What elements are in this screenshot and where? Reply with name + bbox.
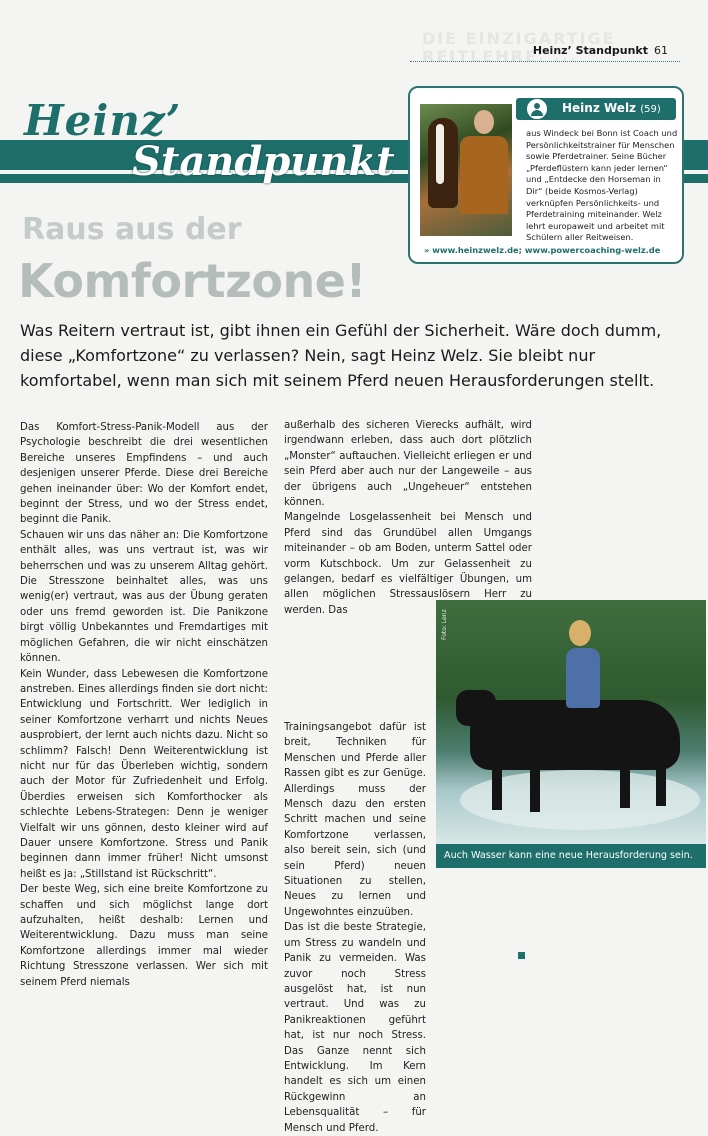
body-column-1 (20, 420, 268, 990)
headline-line1: Raus aus der (22, 212, 242, 247)
headline-line2: Komfortzone! (18, 254, 366, 308)
page-number: 61 (654, 44, 668, 57)
photo-horse-leg (492, 760, 502, 810)
photo-horse-leg (530, 762, 540, 812)
body-column-2-continued (284, 720, 426, 1136)
header-rule (410, 61, 680, 62)
ghost-text: DIE EINZIGARTIGE REITLEHRE. ... (422, 29, 616, 66)
column-logo-line1: Heinz’ (24, 96, 182, 145)
running-header (533, 44, 668, 57)
person-icon (526, 98, 548, 120)
photo-horse-leg (620, 758, 630, 808)
end-of-article-mark (518, 952, 525, 959)
author-bio: aus Windeck bei Bonn ist Coach und Persönlichkeitstrainer für Menschen sowie Pferdetrainer. Seine Bücher „Pferdeflüstern kann jeder lernen“ und „Entdecke den Horseman in Dir“ (beide Kosmos-Verlag) verknüpfen Persönlichkeits- und Pferdetraining miteinander. Welz lehrt europaweit und arbeitet mit Schülern aller Reitweisen. (526, 128, 678, 243)
author-photo-person (460, 136, 508, 214)
author-photo-horse-blaze (436, 124, 444, 184)
paragraph: Das ist die beste Strategie, um Stress zu wandeln und Panik zu vermeiden. Was zuvor noch Stress ausgelöst hat, ist nun vertraut. Und was zu Panikreaktionen geführt hat, ist nur noch Stress. Das Ganze nennt sich Entwicklung. Im Kern handelt es sich um einen Rückgewinn an Lebensqualität – für Mensch und Pferd. (284, 922, 426, 1134)
paragraph: Schauen wir uns das näher an: Die Komfortzone enthält alles, was uns vertraut ist, was wir beherrschen und was zu unserem Alltag gehört. Die Stresszone beinhaltet alles, was uns wenig(er) vertraut, was aus der Übung geraten oder uns fremd geworden ist. Die Panikzone birgt völlig Unbekanntes und Fremdartiges mit möglichen Gefahren, die wir nicht einschätzen können. (20, 529, 268, 665)
author-photo-head (474, 110, 494, 134)
lead-paragraph: Was Reitern vertraut ist, gibt ihnen ein Gefühl der Sicherheit. Wäre doch dumm, diese „Komfortzone“ zu verlassen? Nein, sagt Heinz Welz. Sie bleibt nur komfortabel, wenn man sich mit seinem Pferd neuen Herausforderungen stellt. (20, 321, 662, 390)
paragraph: Trainingsangebot dafür ist breit, Techniken für Menschen und Pferde aller Rassen gibt es zur Genüge. Allerdings muss der Mensch dazu den ersten Schritt machen und seine Komfortzone verlassen, also bereit sein, sich (und sein Pferd) neuen Situationen zu stellen, Neues zu lernen und Ungewohntes einzuüben. (284, 722, 426, 918)
body-column-2 (284, 418, 532, 618)
paragraph: Mangelnde Losgelassenheit bei Mensch und Pferd sind das Grundübel allen Umgangs miteinander – ob am Boden, unterm Sattel oder vorm Kutschbock. Um zur Gelassenheit zu gelangen, bedarf es vielfältiger Übungen, um allen möglichen Stressauslösern Herr zu werden. Das (284, 512, 532, 616)
section-title: Heinz’ Standpunkt (532, 44, 648, 57)
paragraph: Kein Wunder, dass Lebewesen die Komfortzone anstreben. Eines allerdings finden sie dort nicht: Entwicklung und Fortschritt. Wer lediglich in seiner Komfortzone verharrt und nichts Neues ausprobiert, der lernt auch nichts dazu. Nicht so schlimm? Falsch! Denn Weiterentwicklung ist nicht nur für das Überleben wichtig, sondern auch der Motor für Zufriedenheit und Erfolg. Überdies erweisen sich Komforthocker als schlechte Lebens-Strategen: Denn je weniger Vielfalt wir uns gönnen, desto kleiner wird auf Dauer unsere Komfortzone. Stress und Panik beginnen dann immer früher! Nicht umsonst heißt es ja: „Stillstand ist Rückschritt“. (20, 668, 268, 880)
photo-rider-head (569, 620, 591, 646)
photo-horse-leg (656, 756, 666, 806)
photo-horse-head (456, 690, 496, 726)
photo-caption: Auch Wasser kann eine neue Herausforderung sein. (436, 844, 706, 868)
photo-rider (566, 648, 600, 708)
column-logo-line2: Standpunkt (132, 138, 395, 185)
paragraph: außerhalb des sicheren Vierecks aufhält, wird irgendwann erleben, dass auch dort plötzlich „Monster“ auftauchen. Vielleicht erliegen er und sein Pferd aber auch nur der Langeweile – aus der übrigens auch „Ungeheuer“ entstehen können. (284, 420, 532, 509)
photo-credit: Foto: Lenz (441, 609, 448, 640)
paragraph: Das Komfort-Stress-Panik-Modell aus der Psychologie beschreibt die drei wesentlichen Bereiche unseres Empfindens – und auch desjenigen unserer Pferde. Diese drei Bereiche gehen ineinander über: Wo der Komfort endet, beginnt der Stress, und wo der Stress endet, beginnt die Panik. (20, 422, 268, 526)
paragraph: Der beste Weg, sich eine breite Komfortzone zu schaffen und sich möglichst lange dort aufzuhalten, heißt deshalb: Lernen und Weiterentwicklung. Dazu muss man seine Komfortzone allerdings immer mal wieder Richtung Stresszone verlassen. Wer sich mit seinem Pferd niemals (20, 884, 268, 988)
author-links[interactable]: » www.heinzwelz.de; www.powercoaching-welz.de (424, 245, 661, 255)
author-age: (59) (640, 104, 661, 115)
author-name: Heinz Welz (59) (562, 101, 661, 115)
